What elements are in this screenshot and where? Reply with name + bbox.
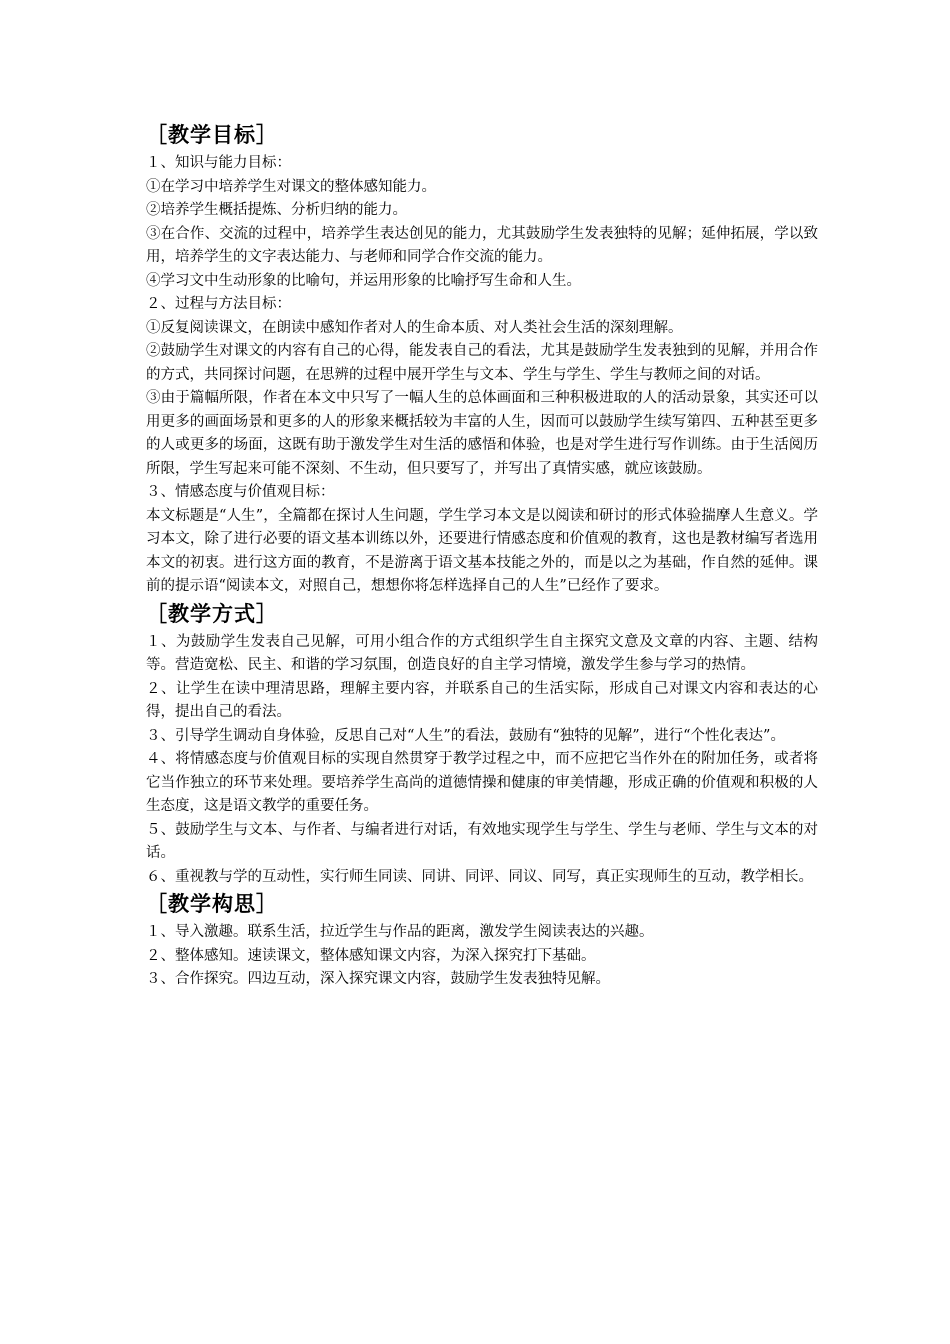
section-heading: ［教学方式］: [146, 601, 278, 626]
paragraph: ②培养学生概括提炼、分析归纳的能力。: [146, 202, 407, 218]
paragraph: ２、整体感知。速读课文，整体感知课文内容，为深入探究打下基础。: [146, 947, 596, 964]
paragraph: １、知识与能力目标：: [146, 155, 291, 171]
paragraph: ２、让学生在读中理清思路，理解主要内容，并联系自己的生活实际，形成自己对课文内容和表达的心得，提出自己的看法。: [146, 680, 818, 720]
paragraph: ３、情感态度与价值观目标：: [146, 484, 335, 500]
document-page: [146, 120, 818, 992]
paragraph: ①反复阅读课文，在朗读中感知作者对人的生命本质、对人类社会生活的深刻理解。: [146, 319, 683, 336]
paragraph: １、导入激趣。联系生活，拉近学生与作品的距离，激发学生阅读表达的兴趣。: [146, 924, 654, 940]
paragraph: ３、合作探究。四边互动，深入探究课文内容，鼓励学生发表独特见解。: [146, 971, 610, 987]
section-teaching-objectives: [146, 120, 818, 599]
section-heading: ［教学构思］: [146, 892, 278, 916]
paragraph: 本文标题是“人生”，全篇都在探讨人生问题，学生学习本文是以阅读和研讨的形式体验揣摩人生意义。学习本文，除了进行必要的语文基本训练以外，还要进行情感态度和价值观的教育，这也是教材编写者选用本文的初衷。进行这方面的教育，不是游离于语文基本技能之外的，而是以之为基础，作自然的延伸。课前的提示语“阅读本文，对照自己，想想你将怎样选择自己的人生”已经作了要求。: [146, 507, 818, 594]
paragraph: ３、引导学生调动自身体验，反思自己对“人生”的看法，鼓励有“独特的见解”，进行“个性化表达”。: [146, 727, 785, 744]
paragraph: ４、将情感态度与价值观目标的实现自然贯穿于教学过程之中，而不应把它当作外在的附加任务，或者将它当作独立的环节来处理。要培养学生高尚的道德情操和健康的审美情趣，形成正确的价值观和积极的人生态度，这是语文教学的重要任务。: [146, 751, 818, 814]
section-teaching-design: [146, 889, 818, 992]
paragraph: ④学习文中生动形象的比喻句，并运用形象的比喻抒写生命和人生。: [146, 272, 581, 289]
section-teaching-methods: [146, 599, 818, 890]
paragraph: ②鼓励学生对课文的内容有自己的心得，能发表自己的看法，尤其是鼓励学生发表独到的见解，并用合作的方式，共同探讨问题，在思辨的过程中展开学生与文本、学生与学生、学生与教师之间的对话。: [146, 343, 818, 383]
paragraph: ５、鼓励学生与文本、与作者、与编者进行对话，有效地实现学生与学生、学生与老师、学生与文本的对话。: [146, 821, 818, 861]
paragraph: ①在学习中培养学生对课文的整体感知能力。: [146, 178, 436, 195]
paragraph: ③由于篇幅所限，作者在本文中只写了一幅人生的总体画面和三种积极进取的人的活动景象，其实还可以用更多的画面场景和更多的人的形象来概括较为丰富的人生，因而可以鼓励学生续写第四、五种甚至更多的人或更多的场面，这既有助于激发学生对生活的感悟和体验，也是对学生进行写作训练。由于生活阅历所限，学生写起来可能不深刻、不生动，但只要写了，并写出了真情实感，就应该鼓励。: [146, 390, 818, 477]
paragraph: ６、重视教与学的互动性，实行师生同读、同讲、同评、同议、同写，真正实现师生的互动，教学相长。: [146, 868, 813, 885]
section-heading: ［教学目标］: [146, 123, 278, 147]
paragraph: ２、过程与方法目标：: [146, 296, 291, 312]
paragraph: １、为鼓励学生发表自己见解，可用小组合作的方式组织学生自主探究文意及文章的内容、主题、结构等。营造宽松、民主、和谐的学习氛围，创造良好的自主学习情境，激发学生参与学习的热情。: [146, 633, 818, 673]
paragraph: ③在合作、交流的过程中，培养学生表达创见的能力，尤其鼓励学生发表独特的见解；延伸拓展，学以致用，培养学生的文字表达能力、与老师和同学合作交流的能力。: [146, 225, 818, 265]
